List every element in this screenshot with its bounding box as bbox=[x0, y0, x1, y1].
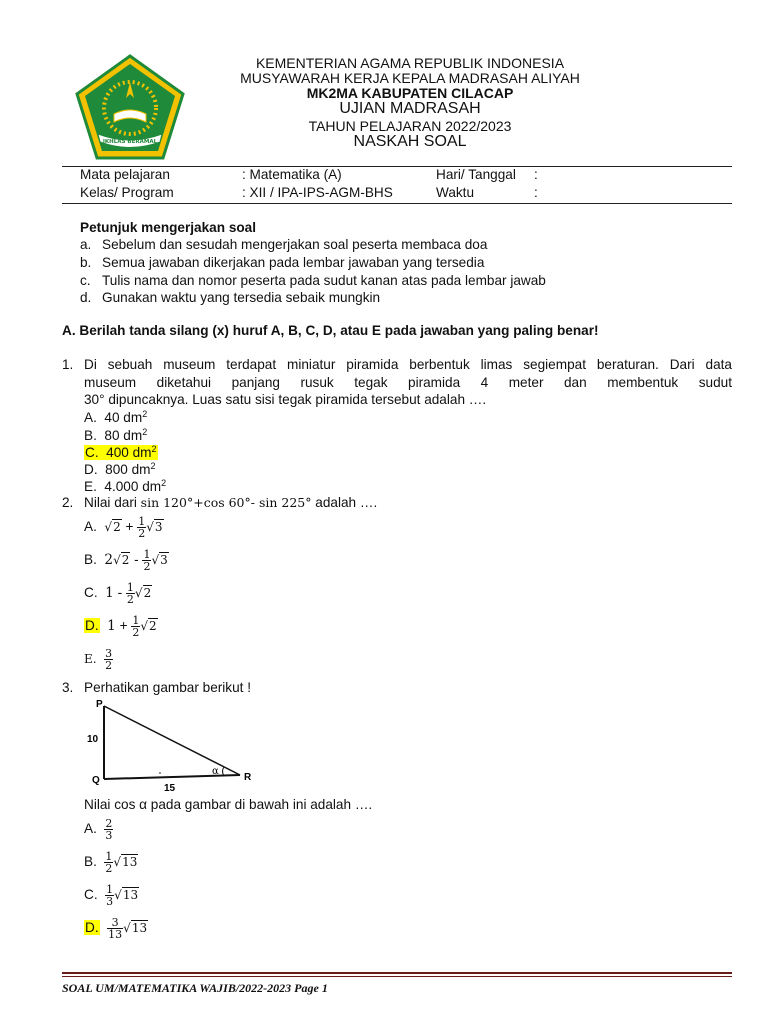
section-a-heading: A. Berilah tanda silang (x) huruf A, B, C, D, atau E pada jawaban yang paling benar! bbox=[62, 323, 599, 338]
time-label: Waktu bbox=[436, 185, 475, 200]
q2-number: 2. bbox=[62, 495, 74, 510]
q2-option-e[interactable]: E. $\frac{3}{2}$ bbox=[84, 647, 113, 672]
angle-alpha-label: α bbox=[212, 766, 219, 777]
instruction-letter: c. bbox=[80, 273, 91, 288]
q1-option-a[interactable]: A. 40 $dm^2$ bbox=[84, 409, 148, 425]
subject-label: Mata pelajaran bbox=[80, 167, 170, 182]
footer-rule bbox=[62, 976, 732, 977]
side-pq-label: 10 bbox=[87, 734, 99, 745]
page-footer: SOAL UM/MATEMATIKA WAJIB/2022-2023 Page 1 bbox=[62, 981, 328, 995]
answer-highlight: C. 400 $dm^2$ bbox=[85, 444, 157, 460]
q1-option-d[interactable]: D. 800 $dm^2$ bbox=[84, 461, 156, 477]
q3-text: Perhatikan gambar berikut ! bbox=[84, 680, 251, 695]
q2-option-a[interactable]: A. √2 + $\frac{1}{2}$ √3 bbox=[84, 515, 163, 540]
q2-option-c[interactable]: C. 1 - $\frac{1}{2}$ √2 bbox=[84, 581, 152, 606]
q1-text-line: Di sebuah museum terdapat miniatur piramida berbentuk limas segiempat beraturan. Dari data bbox=[84, 357, 732, 372]
date-label: Hari/ Tanggal bbox=[436, 167, 516, 182]
ministry-logo bbox=[70, 54, 190, 164]
instruction-letter: b. bbox=[80, 255, 92, 270]
header-exam: UJIAN MADRASAH bbox=[339, 100, 481, 117]
q2-option-d[interactable]: D. 1 + $\frac{1}{2}$ √2 bbox=[85, 614, 157, 639]
vertex-p-label: P bbox=[96, 699, 103, 710]
date-value: : bbox=[534, 167, 538, 182]
instruction-text: Semua jawaban dikerjakan pada lembar jawaban yang tersedia bbox=[102, 255, 485, 270]
header-council: MUSYAWARAH KERJA KEPALA MADRASAH ALIYAH bbox=[240, 70, 580, 86]
q1-option-c[interactable] bbox=[84, 445, 158, 460]
svg-text:IKHLAS BERAMAL: IKHLAS BERAMAL bbox=[102, 139, 158, 145]
instruction-text: Tulis nama dan nomor peserta pada sudut kanan atas pada lembar jawab bbox=[102, 273, 546, 288]
q2-expression: sin 120°+cos 60°- sin 225° bbox=[140, 495, 312, 510]
meta-bottom-rule bbox=[62, 203, 732, 204]
instruction-letter: d. bbox=[80, 290, 92, 305]
subject-value: : Matematika (A) bbox=[242, 167, 342, 182]
q2-option-b[interactable]: B. 2√2 - $\frac{1}{2}$ √3 bbox=[84, 548, 168, 573]
instructions-title: Petunjuk mengerjakan soal bbox=[80, 220, 257, 235]
header-region: MK2MA KABUPATEN CILACAP bbox=[306, 85, 514, 101]
q1-text-line: museum diketahui panjang rusuk tegak piramida 4 meter dan membentuk sudut bbox=[84, 375, 732, 390]
q1-number: 1. bbox=[62, 357, 74, 372]
header-doc-type: NASKAH SOAL bbox=[353, 133, 467, 150]
q1-option-e[interactable]: E. 4.000 $dm^2$ bbox=[84, 478, 167, 494]
header-ministry: KEMENTERIAN AGAMA REPUBLIK INDONESIA bbox=[255, 55, 565, 71]
class-value: : XII / IPA-IPS-AGM-BHS bbox=[242, 185, 393, 200]
footer-rule bbox=[62, 972, 732, 974]
instruction-letter: a. bbox=[80, 237, 92, 252]
vertex-q-label: Q bbox=[92, 775, 100, 786]
triangle-figure bbox=[84, 697, 264, 793]
q1-text-line: 30° dipuncaknya. Luas satu sisi tegak piramida tersebut adalah …. bbox=[84, 392, 487, 407]
q3-question: Nilai cos α pada gambar di bawah ini adalah …. bbox=[84, 797, 373, 812]
vertex-r-label: R bbox=[244, 772, 252, 783]
q3-option-a[interactable]: A. $\frac{2}{3}$ bbox=[84, 817, 113, 842]
side-qr-label: 15 bbox=[164, 783, 176, 793]
instruction-text: Gunakan waktu yang tersedia sebaik mungkin bbox=[102, 290, 381, 305]
instruction-text: Sebelum dan sesudah mengerjakan soal peserta membaca doa bbox=[102, 237, 488, 252]
q1-option-b[interactable]: B. 80 $dm^2$ bbox=[84, 427, 148, 443]
answer-highlight: D. bbox=[85, 618, 99, 634]
answer-highlight: D. bbox=[85, 920, 99, 936]
q3-option-d[interactable]: D. $\frac{3}{13}$ √13 bbox=[85, 916, 148, 941]
q3-option-c[interactable]: C. $\frac{1}{3}$ √13 bbox=[84, 883, 139, 908]
q3-number: 3. bbox=[62, 680, 74, 695]
time-value: : bbox=[534, 185, 538, 200]
class-label: Kelas/ Program bbox=[80, 185, 174, 200]
q2-text: Nilai dari sin 120°+cos 60°- sin 225° adalah …. bbox=[84, 495, 378, 510]
header-year: TAHUN PELAJARAN 2022/2023 bbox=[308, 118, 512, 134]
q3-option-b[interactable]: B. $\frac{1}{2}$ √13 bbox=[84, 850, 138, 875]
